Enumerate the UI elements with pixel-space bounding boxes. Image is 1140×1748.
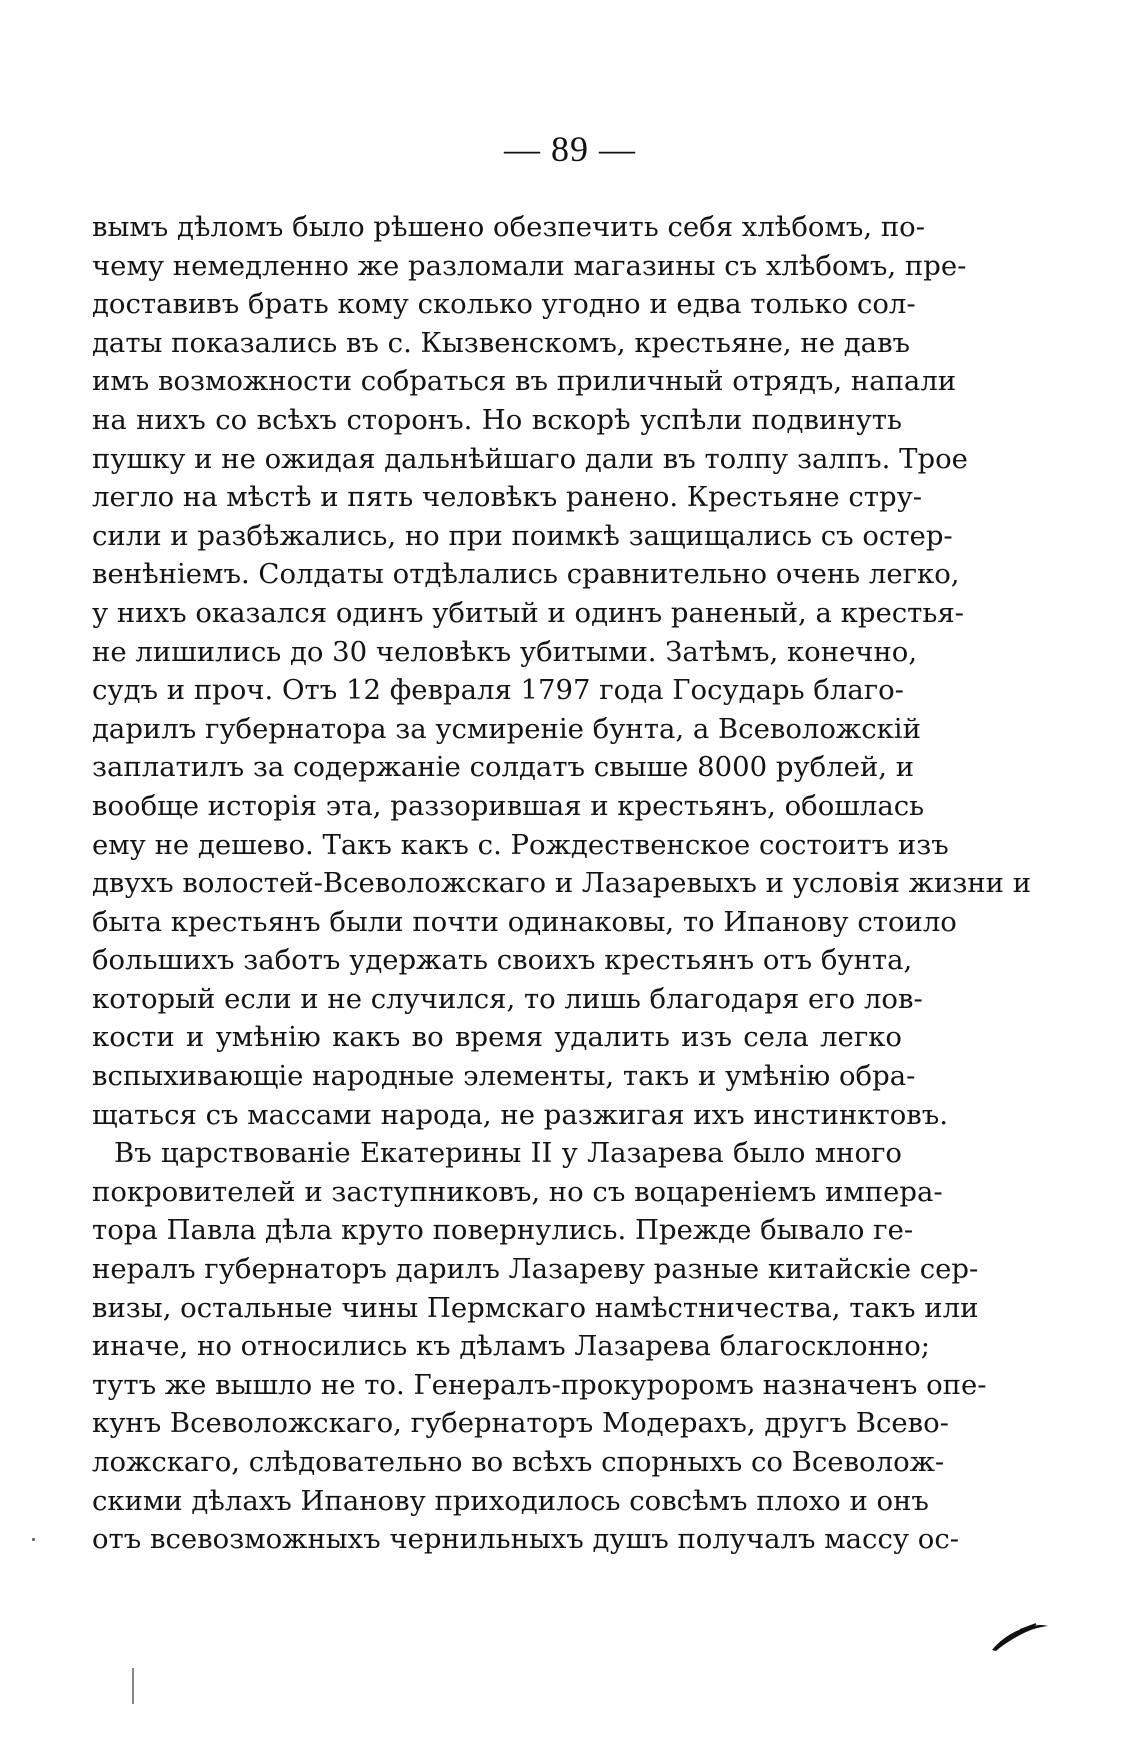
text-line: большихъ заботъ удержать своихъ крестьянъ отъ бунта, — [92, 944, 913, 977]
stray-dot-mark — [32, 1538, 35, 1541]
text-line: имъ возможности собраться въ приличный отрядъ, напали — [92, 365, 957, 398]
text-line: тутъ же вышло не то. Генералъ-прокуроромъ назначенъ опе- — [92, 1368, 987, 1401]
text-line: пушку и не ожидая дальнѣйшаго дали въ толпу залпъ. Трое — [92, 442, 968, 475]
text-line: тора Павла дѣла круто повернулись. Прежде бывало ге- — [92, 1214, 914, 1247]
text-line: венѣніемъ. Солдаты отдѣлались сравнительно очень легко, — [92, 558, 960, 591]
text-line: быта крестьянъ были почти одинаковы, то Ипанову стоило — [92, 905, 957, 938]
text-line: легло на мѣстѣ и пять человѣкъ ранено. Крестьяне стру- — [92, 481, 923, 514]
text-line: сили и разбѣжались, но при поимкѣ защищались съ остер- — [92, 519, 953, 552]
text-line: вспыхивающіе народные элементы, такъ и умѣнію обра- — [92, 1060, 916, 1093]
page-number: — 89 — — [504, 129, 636, 169]
text-line: у нихъ оказался одинъ убитый и одинъ раненый, а крестья- — [92, 596, 964, 629]
text-line: скими дѣлахъ Ипанову приходилось совсѣмъ плохо и онъ — [92, 1484, 929, 1517]
text-line: кости и умѣнію какъ во время удалить изъ села легко — [92, 1021, 902, 1054]
text-line: щаться съ массами народа, не разжигая ихъ инстинктовъ. — [92, 1098, 948, 1131]
text-line: вообще исторія эта, раззорившая и крестьянъ, обошлась — [92, 789, 925, 822]
quill-stroke-icon — [990, 1618, 1050, 1652]
text-line: покровителей и заступниковъ, но съ воцареніемъ импера- — [92, 1175, 943, 1208]
text-line: заплатилъ за содержаніе солдатъ свыше 8000 рублей, и — [92, 751, 915, 784]
text-line: визы, остальные чины Пермскаго намѣстничества, такъ или — [92, 1291, 979, 1324]
text-line: иначе, но относились къ дѣламъ Лазарева благосклонно; — [92, 1330, 931, 1363]
text-line: доставивъ брать кому сколько угодно и едва только сол- — [92, 288, 916, 321]
text-line: судъ и проч. Отъ 12 февраля 1797 года Государь благо- — [92, 674, 904, 707]
text-line: ему не дешево. Такъ какъ с. Рождественское состоитъ изъ — [92, 828, 949, 861]
text-line: на нихъ со всѣхъ сторонъ. Но вскорѣ успѣли подвинуть — [92, 403, 902, 436]
margin-line-mark — [132, 1668, 134, 1704]
text-line: ложскаго, слѣдовательно во всѣхъ спорныхъ со Всеволож- — [92, 1446, 945, 1478]
text-line: нералъ губернаторъ дарилъ Лазареву разные китайскіе сер- — [92, 1253, 979, 1286]
text-line: вымъ дѣломъ было рѣшено обезпечить себя хлѣбомъ, по- — [92, 211, 926, 243]
text-line: чему немедленно же разломали магазины съ хлѣбомъ, пре- — [92, 249, 967, 282]
text-line: даты показались въ с. Кызвенскомъ, крестьяне, не давъ — [92, 326, 911, 359]
text-line: Въ царствованіе Екатерины II у Лазарева было много — [114, 1137, 902, 1170]
text-line: который если и не случился, то лишь благодаря его лов- — [92, 982, 923, 1015]
text-line: двухъ волостей-Всеволожскаго и Лазаревыхъ и условія жизни и — [92, 867, 1032, 900]
text-line: дарилъ губернатора за усмиреніе бунта, а Всеволожскій — [92, 712, 921, 745]
text-line: кунъ Всеволожскаго, губернаторъ Модерахъ, другъ Всево- — [92, 1407, 949, 1440]
body-text — [92, 208, 1032, 1559]
text-line: не лишились до 30 человѣкъ убитыми. Затѣмъ, конечно, — [92, 635, 918, 668]
text-line: отъ всевозможныхъ чернильныхъ душъ получалъ массу ос- — [92, 1523, 960, 1556]
